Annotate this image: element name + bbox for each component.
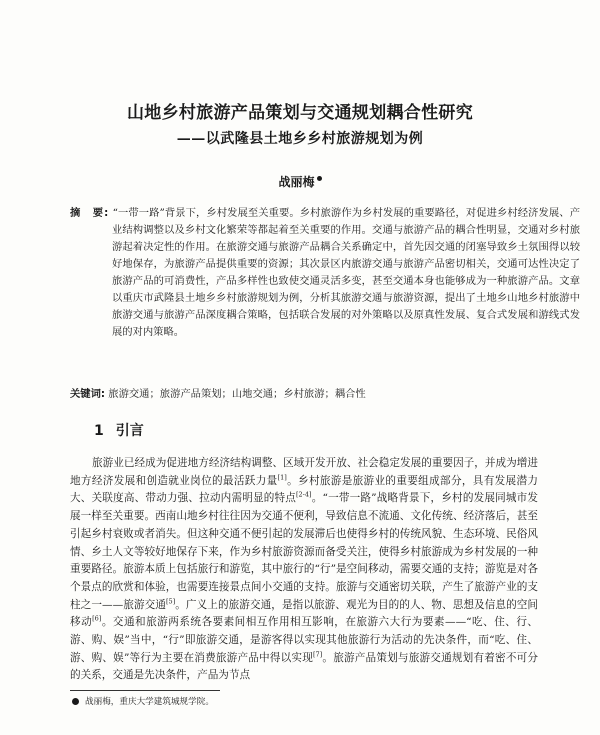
section-number: 1 bbox=[94, 423, 104, 439]
body-text: 。交通和旅游两系统各要素间相互作用相互影响，在旅游六大行为要素——“吃、住、行、游、购、娱”当中，“行”即旅游交通，是游客得以实现其他旅游行为活动的先决条件，而“吃、住、游、购、娱”等行为主要在消费旅游产品中得以实现 bbox=[70, 616, 538, 664]
body-text: 。广义上的旅游交通，是指以旅游、观光为目的的人、物、思想及信息的空间移动 bbox=[70, 598, 539, 629]
section-heading bbox=[94, 420, 144, 440]
footnote-text: 战丽梅，重庆大学建筑城规学院。 bbox=[85, 697, 214, 707]
body-text: 。乡村旅游是旅游业的重要组成部分，具有发展潜力大、关联度高、带动力强、拉动内需明显的特点 bbox=[70, 474, 539, 505]
citation: [7] bbox=[312, 650, 323, 659]
citation: [6] bbox=[92, 614, 102, 623]
paper-subtitle: ——以武隆县土地乡乡村旅游规划为例 bbox=[176, 131, 424, 147]
body-paragraph bbox=[70, 455, 538, 685]
keywords bbox=[70, 386, 538, 403]
footnote bbox=[72, 695, 214, 707]
abstract bbox=[70, 205, 580, 341]
body-text: 。“一带一路”战略背景下，乡村的发展同城市发展一样至关重要。西南山地乡村往往因为交通不便利，导致信息不流通、文化传统、经济落后，甚至引起乡村衰败或者消失。但这种交通不便引起的发展滞后也使得乡村的传统风貌、生态环境、民俗风情、乡土人文等较好地保存下来，作为乡村旅游资源而备受关注，使得乡村旅游成为乡村发展的一种重要路径。旅游本质上包括旅行和游览，其中旅行的“行”是空间移动，需要交通的支持；游览是对各个景点的欣赏和体验，也需要连接景点间小交通的支持。旅游与交通密切关联，产生了旅游产业的支柱之一——旅游交通 bbox=[70, 492, 538, 611]
body-text: 旅游业已经成为促进地方经济结构调整、区域开发开放、社会稳定发展的重要因子，并成为增进地方经济发展和创造就业岗位的最活跃力量 bbox=[70, 457, 538, 487]
keywords-label: 关键词: bbox=[70, 388, 106, 400]
citation: [5] bbox=[165, 597, 176, 606]
citation: [1] bbox=[277, 473, 287, 482]
citation: [2-4] bbox=[296, 490, 312, 499]
author-name: 战丽梅 bbox=[278, 175, 315, 189]
author-line bbox=[0, 173, 600, 190]
footnote-divider bbox=[70, 690, 220, 691]
abstract-text: “一带一路”背景下，乡村发展至关重要。乡村旅游作为乡村发展的重要路径，对促进乡村经济发展、产业结构调整以及乡村文化繁荣等都起着至关重要的作用。交通与旅游产品的耦合性明显，交通对乡村旅游起着决定性的作用。在旅游交通与旅游产品耦合关系确定中，首先因交通的闭塞导致乡土氛围得以较好地保存，为旅游产品提供重要的资源；其次景区内旅游交通与旅游产品密切相关，交通可达性决定了旅游产品的可消费性，产品多样性也致使交通灵活多变，甚至交通本身也能够成为一种旅游产品。文章以重庆市武隆县土地乡乡村旅游规划为例，分析其旅游交通与旅游资源，提出了土地乡山地乡村旅游中旅游交通与旅游产品深度耦合策略，包括联合发展的对外策略以及原真性发展、复合式发展和游线式发展的对内策略。 bbox=[112, 207, 580, 338]
footnote-marker-icon bbox=[317, 176, 322, 181]
footnote-bullet-icon bbox=[72, 698, 79, 705]
paper-title: 山地乡村旅游产品策划与交通规划耦合性研究 bbox=[127, 103, 473, 123]
abstract-label: 摘 要: bbox=[70, 207, 110, 219]
body-text: 。旅游产品策划与旅游交通规划有着密不可分的关系，交通是先决条件，产品为节点 bbox=[70, 651, 538, 682]
section-title: 引言 bbox=[115, 423, 144, 439]
keywords-text: 旅游交通；旅游产品策划；山地交通；乡村旅游；耦合性 bbox=[108, 388, 366, 400]
